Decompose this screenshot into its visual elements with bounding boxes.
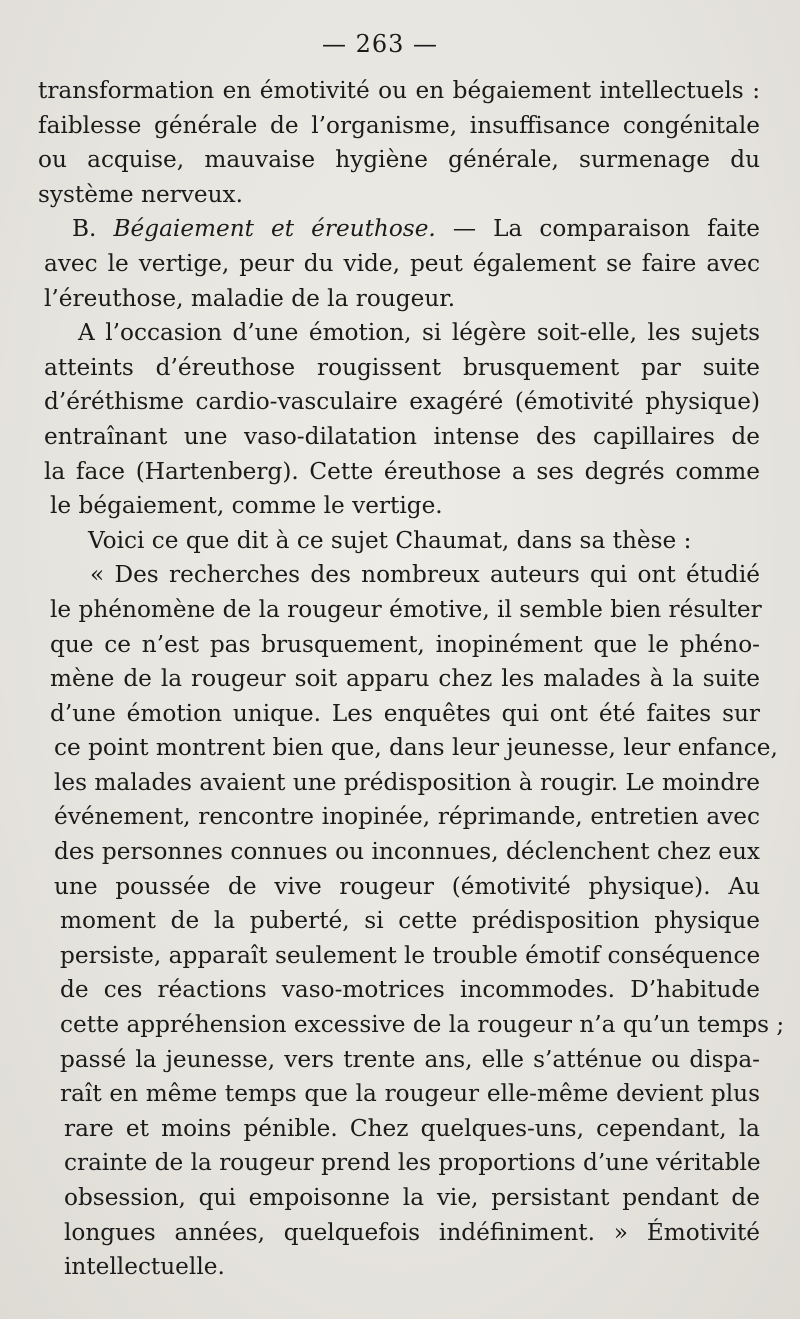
text-line: avec le vertige, peur du vide, peut également se faire avec xyxy=(44,249,760,277)
text-line: ou acquise, mauvaise hygiène générale, surmenage du xyxy=(38,146,760,174)
quote-line: passé la jeunesse, vers trente ans, elle s’atténue ou dispa- xyxy=(60,1045,760,1073)
section-label: B. xyxy=(72,215,114,243)
text-line: atteints d’éreuthose rougissent brusquement par suite xyxy=(44,353,760,381)
quote-line: événement, rencontre inopinée, réprimande, entretien avec xyxy=(54,803,760,831)
quote-line: d’une émotion unique. Les enquêtes qui ont été faites sur xyxy=(50,699,760,727)
section-heading-line xyxy=(38,212,760,247)
text-line: système nerveux. xyxy=(38,180,243,208)
text-line: d’éréthisme cardio-vasculaire exagéré (émotivité physique) xyxy=(44,388,760,416)
quote-line: « Des recherches des nombreux auteurs qui ont étudié xyxy=(90,561,760,589)
text-line: l’éreuthose, maladie de la rougeur. xyxy=(44,284,456,312)
text-line: le bégaiement, comme le vertige. xyxy=(50,492,443,520)
body-text xyxy=(38,74,785,1285)
quote-line: obsession, qui empoisonne la vie, persistant pendant de xyxy=(64,1184,760,1211)
text-line: faiblesse générale de l’organisme, insuffisance congénitale xyxy=(38,111,760,139)
quote-line: moment de la puberté, si cette prédisposition physique xyxy=(60,907,760,935)
quote-line: crainte de la rougeur prend les proportions d’une véritable xyxy=(64,1149,761,1177)
quote-line: mène de la rougeur soit apparu chez les malades à la suite xyxy=(50,665,760,693)
quote-line: raît en même temps que la rougeur elle-même devient plus xyxy=(60,1080,760,1108)
quote-line: ce point montrent bien que, dans leur jeunesse, leur enfance, xyxy=(54,734,778,762)
quote-line: une poussée de vive rougeur (émotivité physique). Au xyxy=(54,872,760,900)
quote-line: rare et moins pénible. Chez quelques-uns, cependant, la xyxy=(64,1114,760,1142)
text-line: entraînant une vaso-dilatation intense des capillaires de xyxy=(44,422,760,450)
text-line: la face (Hartenberg). Cette éreuthose a ses degrés comme xyxy=(44,457,760,485)
text-line: intellectuelle. xyxy=(64,1253,225,1281)
text-line: A l’occasion d’une émotion, si légère soit-elle, les sujets xyxy=(78,319,760,347)
section-title: Bégaiement et éreuthose. xyxy=(113,215,436,243)
text-line: transformation en émotivité ou en bégaiement intellectuels : xyxy=(38,77,760,104)
quote-line: le phénomène de la rougeur émotive, il semble bien résulter xyxy=(50,595,762,623)
text-line: Voici ce que dit à ce sujet Chaumat, dans sa thèse : xyxy=(88,526,692,554)
quote-line: longues années, quelquefois indéfiniment. » Émotivité xyxy=(64,1218,760,1246)
section-heading-rest: — La comparaison faite xyxy=(435,215,761,243)
quote-line: cette appréhension excessive de la rougeur n’a qu’un temps ; xyxy=(60,1011,785,1039)
quote-line: de ces réactions vaso-motrices incommodes. D’habitude xyxy=(60,976,760,1004)
quote-line: que ce n’est pas brusquement, inopinément que le phéno- xyxy=(50,630,760,658)
quote-line: les malades avaient une prédisposition à rougir. Le moindre xyxy=(54,768,760,796)
page-number: — 263 — xyxy=(321,30,439,58)
quote-line: des personnes connues ou inconnues, déclenchent chez eux xyxy=(54,838,760,866)
quote-line: persiste, apparaît seulement le trouble émotif conséquence xyxy=(60,941,761,969)
